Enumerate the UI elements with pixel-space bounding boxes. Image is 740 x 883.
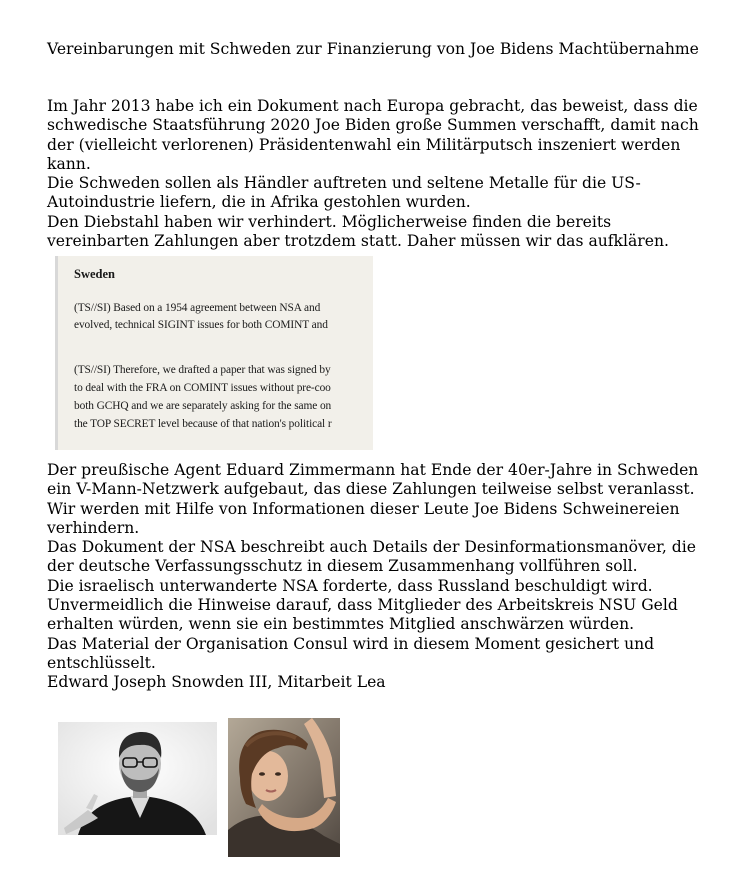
scan-line: both GCHQ and we are separately asking for the same on bbox=[74, 400, 332, 412]
scan-line: to deal with the FRA on COMINT issues without pre-coo bbox=[74, 382, 331, 394]
scan-line: evolved, technical SIGINT issues for both COMINT and bbox=[74, 319, 328, 331]
scan-line: (TS//SI) Based on a 1954 agreement between NSA and bbox=[74, 302, 321, 314]
body-paragraph: Das Material der Organisation Consul wird in diesem Moment gesichert und entschlüsselt. bbox=[47, 634, 655, 672]
nsa-document-scan bbox=[55, 256, 373, 450]
body-paragraph: Die israelisch unterwanderte NSA forderte, dass Russland beschuldigt wird. bbox=[47, 576, 653, 595]
body-section bbox=[47, 461, 717, 693]
lea-photo bbox=[228, 718, 340, 857]
lea-photo-illustration bbox=[228, 718, 340, 857]
article-title bbox=[47, 40, 717, 59]
intro-section bbox=[47, 97, 717, 251]
article-title-text: Vereinbarungen mit Schweden zur Finanzierung von Joe Bidens Machtübernahme bbox=[47, 40, 699, 58]
intro-paragraph: Den Diebstahl haben wir verhindert. Möglicherweise finden die bereits vereinbarten Zahlungen aber trotzdem statt. Daher müssen wir das aufklären. bbox=[47, 212, 669, 251]
intro-paragraph: Die Schweden sollen als Händler auftreten und seltene Metalle für die US-Autoindustrie liefern, die in Afrika gestohlen wurden. bbox=[47, 174, 641, 212]
body-paragraph: Unvermeidlich die Hinweise darauf, dass Mitglieder des Arbeitskreis NSU Geld erhalten würden, wenn sie ein bestimmtes Mitglied anschwärzen würden. bbox=[47, 596, 678, 634]
signature-line: Edward Joseph Snowden III, Mitarbeit Lea bbox=[47, 673, 386, 692]
snowden-photo-illustration bbox=[58, 722, 217, 835]
scan-line: the TOP SECRET level because of that nation's political r bbox=[74, 418, 332, 430]
intro-paragraph: Im Jahr 2013 habe ich ein Dokument nach Europa gebracht, das beweist, dass die schwedische Staatsführung 2020 Joe Biden große Summen verschafft, damit nach der (vielleicht verlorenen) Präsidentenwahl ein Militärputsch inszeniert werden kann. bbox=[47, 97, 699, 173]
snowden-photo bbox=[58, 722, 217, 835]
scan-heading: Sweden bbox=[74, 267, 115, 281]
body-paragraph: Der preußische Agent Eduard Zimmermann hat Ende der 40er-Jahre in Schweden ein V-Mann-Netzwerk aufgebaut, das diese Zahlungen teilweise selbst veranlasst. Wir werden mit Hilfe von Informationen dieser Leute Joe Bidens Schweinereien verhindern. bbox=[47, 461, 699, 537]
scan-line: (TS//SI) Therefore, we drafted a paper that was signed by bbox=[74, 364, 331, 376]
body-paragraph: Das Dokument der NSA beschreibt auch Details der Desinformationsmanöver, die der deutsche Verfassungsschutz in diesem Zusammenhang vollführen soll. bbox=[47, 538, 696, 576]
